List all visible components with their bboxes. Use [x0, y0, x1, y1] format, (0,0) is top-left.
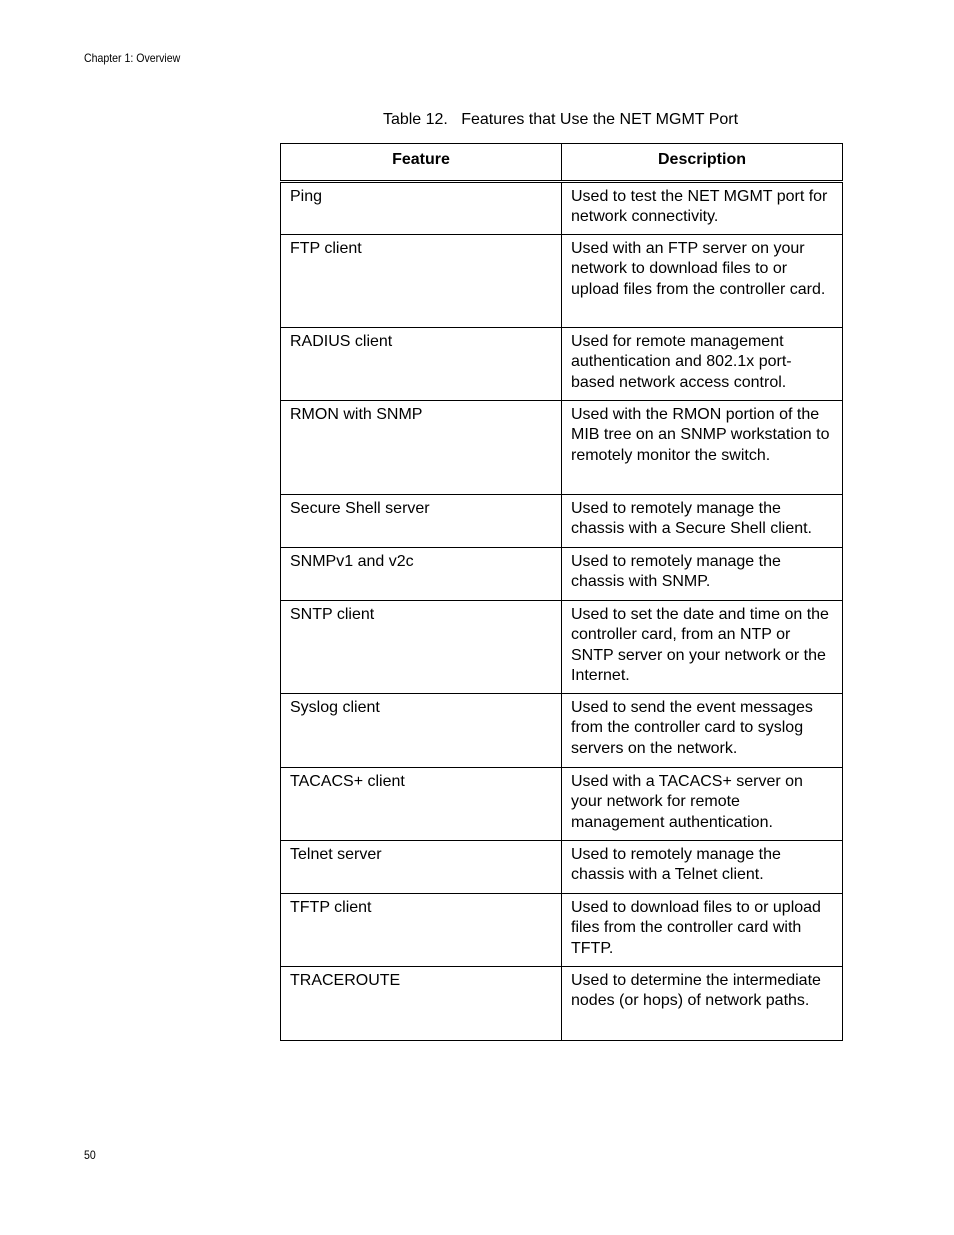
- feature-cell: Telnet server: [281, 841, 562, 894]
- table-row: [281, 768, 843, 841]
- features-table-container: [280, 143, 842, 1041]
- description-cell: Used to remotely manage the chassis with a Telnet client.: [562, 841, 843, 894]
- feature-cell: SNTP client: [281, 601, 562, 694]
- table-row: [281, 841, 843, 894]
- column-header-description: Description: [562, 144, 843, 182]
- description-cell: Used to remotely manage the chassis with a Secure Shell client.: [562, 495, 843, 548]
- feature-cell: FTP client: [281, 235, 562, 328]
- feature-cell: Ping: [281, 182, 562, 235]
- page-number: 50: [84, 1148, 96, 1162]
- table-caption: Table 12. Features that Use the NET MGMT Port: [382, 111, 739, 128]
- description-cell: Used to remotely manage the chassis with SNMP.: [562, 548, 843, 601]
- feature-cell: TACACS+ client: [281, 768, 562, 841]
- table-row: [281, 601, 843, 694]
- description-cell: Used to download files to or upload files from the controller card with TFTP.: [562, 894, 843, 967]
- feature-cell: TRACEROUTE: [281, 967, 562, 1041]
- running-header: Chapter 1: Overview: [84, 51, 181, 65]
- table-header-row: [281, 144, 843, 182]
- feature-cell: SNMPv1 and v2c: [281, 548, 562, 601]
- feature-cell: TFTP client: [281, 894, 562, 967]
- feature-cell: RMON with SNMP: [281, 401, 562, 495]
- description-cell: Used to test the NET MGMT port for network connectivity.: [562, 182, 843, 235]
- description-cell: Used to send the event messages from the controller card to syslog servers on the network.: [562, 694, 843, 768]
- description-cell: Used to determine the intermediate nodes (or hops) of network paths.: [562, 967, 843, 1041]
- table-row: [281, 401, 843, 495]
- table-row: [281, 694, 843, 768]
- table-row: [281, 182, 843, 235]
- description-cell: Used to set the date and time on the controller card, from an NTP or SNTP server on your network or the Internet.: [562, 601, 843, 694]
- table-row: [281, 328, 843, 401]
- table-row: [281, 548, 843, 601]
- table-row: [281, 235, 843, 328]
- description-cell: Used with an FTP server on your network to download files to or upload files from the controller card.: [562, 235, 843, 328]
- table-row: [281, 495, 843, 548]
- table-row: [281, 894, 843, 967]
- column-header-feature: Feature: [281, 144, 562, 182]
- feature-cell: Secure Shell server: [281, 495, 562, 548]
- feature-cell: RADIUS client: [281, 328, 562, 401]
- description-cell: Used with the RMON portion of the MIB tree on an SNMP workstation to remotely monitor the switch.: [562, 401, 843, 495]
- table-row: [281, 967, 843, 1041]
- features-table: [280, 143, 843, 1041]
- feature-cell: Syslog client: [281, 694, 562, 768]
- description-cell: Used with a TACACS+ server on your network for remote management authentication.: [562, 768, 843, 841]
- description-cell: Used for remote management authentication and 802.1x port-based network access control.: [562, 328, 843, 401]
